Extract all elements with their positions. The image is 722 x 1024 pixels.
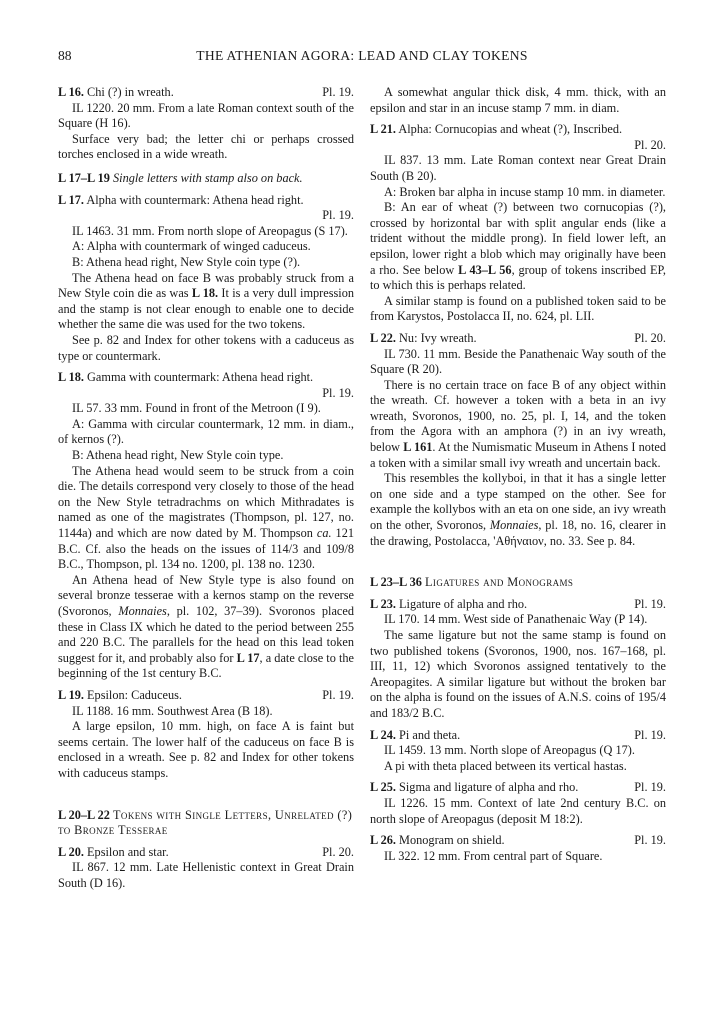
cross-ref: L 18. <box>191 286 219 301</box>
text-run: , pl. 18, no. 16, clearer in the drawing, Postolacca, 'Αθήναιον, no. 33. See p. 84. <box>370 518 666 548</box>
plate-ref: Pl. 19. <box>634 596 666 611</box>
entry-l23 <box>370 597 666 722</box>
entry-text: A: Alpha with countermark of winged caduceus. <box>72 239 311 254</box>
group-heading-l20-l22 <box>58 808 354 839</box>
text-run: An Athena head of New Style type is also found on several bronze tesserae with a kernos stamp on the reverse (Svoronos, <box>58 572 354 618</box>
text-run: Monnaies <box>118 604 167 618</box>
group-heading-l23-l36 <box>370 575 666 591</box>
entry-heading <box>58 85 354 101</box>
entry-text: IL 1463. 31 mm. From north slope of Areopagus (S 17). <box>72 223 348 238</box>
entry-title: Sigma and ligature of alpha and rho. <box>399 780 579 795</box>
entry-l19 <box>58 688 354 782</box>
entry-title: Ligature of alpha and rho. <box>399 596 528 611</box>
entry-l20 <box>58 845 354 892</box>
entry-id: L 23. <box>370 596 396 611</box>
text-run: . At the Numismatic Museum in Athens I noted a token with a similar small ivy wreath and uncertain back. <box>370 440 666 470</box>
entry-id: L 16. <box>58 85 84 99</box>
entry-heading <box>370 122 666 138</box>
left-column <box>58 85 354 898</box>
entry-id: L 25. <box>370 780 396 795</box>
entry-text <box>58 464 354 573</box>
text-run: , group of tokens inscribed EP, to which this is perhaps related. <box>370 262 667 293</box>
plate-ref: Pl. 20. <box>634 330 666 345</box>
entry-text: IL 867. 12 mm. Late Hellenistic context in Great Drain South (D 16). <box>58 860 354 890</box>
group-id: L 20–L 22 <box>58 807 110 822</box>
plate-ref: Pl. 19. <box>322 208 354 223</box>
entry-text <box>370 378 666 472</box>
entry-id: L 18. <box>58 370 84 385</box>
group-id: L 23–L 36 <box>370 575 422 590</box>
entry-id: L 20. <box>58 844 84 859</box>
group-title: Tokens with Single Letters, Unrelated (?) to Bronze Tesserae <box>58 807 353 838</box>
entry-heading <box>58 193 354 209</box>
cross-ref: L 161 <box>403 440 433 455</box>
plate-ref: Pl. 19. <box>634 833 666 848</box>
group-title: Single letters with stamp also on back. <box>113 170 303 185</box>
entry-text: IL 1226. 15 mm. Context of late 2nd century B.C. on north slope of Areopagus (deposit M 18:2). <box>370 795 666 826</box>
right-column <box>370 85 666 870</box>
entry-text: IL 57. 33 mm. Found in front of the Metroon (I 9). <box>72 401 321 416</box>
entry-id: L 21. <box>370 122 396 137</box>
group-heading-l17-l19 <box>58 171 354 187</box>
entry-l24 <box>370 728 666 775</box>
group-id: L 17–L 19 <box>58 170 110 185</box>
entry-l16 <box>58 85 354 163</box>
text-run: The Athena head would seem to be struck from a coin die. The details correspond very closely to those of the head on the New Style tetradrachms on which Mithradates is named as one of the magistrates (Thompson, pl. 127, no. 1144a) and which are now dated by M. Thompson <box>58 463 354 541</box>
page-number: 88 <box>58 48 72 63</box>
entry-l21 <box>370 122 666 325</box>
entry-text: A pi with theta placed between its vertical hastas. <box>384 758 627 773</box>
entry-text: B: Athena head right, New Style coin type (?). <box>72 254 301 269</box>
entry-title: Monogram on shield. <box>399 833 505 848</box>
plate-ref: Pl. 19. <box>322 687 354 702</box>
entry-l20-continued <box>370 85 666 116</box>
cross-ref: L 43–L 56 <box>458 262 512 277</box>
entry-heading <box>370 728 666 744</box>
plate-ref: Pl. 20. <box>634 137 666 152</box>
plate-ref: Pl. 19. <box>322 85 354 99</box>
entry-text: IL 322. 12 mm. From central part of Square. <box>384 848 603 863</box>
entry-title: Pi and theta. <box>399 727 461 742</box>
plate-ref: Pl. 19. <box>634 727 666 742</box>
entry-title: Alpha: Cornucopias and wheat (?), Inscribed. <box>398 122 623 137</box>
entry-l22 <box>370 331 666 549</box>
group-title: Ligatures and Monograms <box>425 575 574 590</box>
entry-text: A somewhat angular thick disk, 4 mm. thick, with an epsilon and star in an incuse stamp 7 mm. in diam. <box>370 85 666 115</box>
entry-text <box>370 471 666 549</box>
text-run: The Athena head on face B was probably struck from a New Style coin die as was <box>58 270 354 301</box>
plate-ref: Pl. 19. <box>634 780 666 795</box>
entry-l17 <box>58 193 354 365</box>
entry-title: Epsilon and star. <box>87 844 169 859</box>
text-run: 121 B.C. Cf. also the heads on the issues of 114/3 and 109/8 B.C., Thompson, pl. 134 no. 1200, pl. 138 no. 1230. <box>58 526 354 572</box>
entry-l18 <box>58 370 354 682</box>
text-run: There is no certain trace on face B of any object within the wreath. Cf. however a token with a beta in an ivy wreath, Svoronos, 1900, no. 25, pl. I, 14, and the token from the Agora with an amphora (?) in an ivy wreath, below <box>370 377 666 455</box>
text-run: B: An ear of wheat (?) between two cornucopias (?), crossed by horizontal bar with split angular ends (like a trident without the middle prong). In field lower left, an epsilon, lower right a blob which may originally have been a rho. See below <box>370 200 666 277</box>
entry-l26 <box>370 833 666 864</box>
entry-text: The same ligature but not the same stamp is found on two published tokens (Svoronos, 1900, nos. 167–168, pl. III, 11, 12) which Svoronos assigned tentatively to the Areopagites. A similar ligature but without the broken bar on the alpha is found on the issues of A.N.S. coins of 195/4 and 183/2 B.C. <box>370 628 666 720</box>
entry-text <box>58 271 354 333</box>
running-head <box>58 48 666 66</box>
entry-heading <box>370 597 666 613</box>
entry-text: A: Broken bar alpha in incuse stamp 10 mm. in diameter. <box>384 184 666 199</box>
entry-text: IL 730. 11 mm. Beside the Panathenaic Way south of the Square (R 20). <box>370 346 666 377</box>
text-run: Monnaies <box>489 518 539 533</box>
entry-heading <box>370 780 666 796</box>
entry-title: Epsilon: Caduceus. <box>87 687 182 702</box>
text-run: This resembles the kollyboi, in that it has a single letter on one side and a type stamped on the other. See for example the kollybos with an eta on one side, an ivy wreath on the other, Svoronos, <box>370 471 666 533</box>
entry-text: IL 170. 14 mm. West side of Panathenaic Way (P 14). <box>384 612 648 627</box>
plate-ref: Pl. 20. <box>322 844 354 859</box>
entry-title: Chi (?) in wreath. <box>87 85 174 99</box>
entry-text: A: Gamma with circular countermark, 12 mm. in diam., of kernos (?). <box>58 416 354 447</box>
entry-title: Alpha with countermark: Athena head right. <box>86 192 304 207</box>
entry-heading <box>370 331 666 347</box>
text-run: It is a very dull impression and the stamp is not clear enough to enable one to decide whether the same die was used for the two tokens. <box>58 286 354 332</box>
entry-text: IL 1459. 13 mm. North slope of Areopagus (Q 17). <box>384 743 635 758</box>
entry-heading <box>58 688 354 704</box>
running-title: THE ATHENIAN AGORA: LEAD AND CLAY TOKENS <box>196 48 528 63</box>
text-run: , a date close to the beginning of the 1st century B.C. <box>58 650 354 681</box>
entry-text: Surface very bad; the letter chi or perhaps crossed torches enclosed in a wide wreath. <box>58 131 354 162</box>
entry-id: L 24. <box>370 727 396 742</box>
entry-title: Nu: Ivy wreath. <box>399 330 477 345</box>
entry-id: L 17. <box>58 192 84 207</box>
entry-text: IL 837. 13 mm. Late Roman context near Great Drain South (B 20). <box>370 153 666 183</box>
entry-text: A similar stamp is found on a published token said to be from Karystos, Postolacca II, no. 624, pl. LII. <box>370 293 666 324</box>
plate-ref: Pl. 19. <box>322 385 354 400</box>
entry-text: See p. 82 and Index for other tokens with a caduceus as type or countermark. <box>58 332 354 363</box>
entry-text: IL 1220. 20 mm. From a late Roman context south of the Square (H 16). <box>58 100 354 131</box>
entry-title: Gamma with countermark: Athena head right. <box>87 370 314 385</box>
entry-id: L 19. <box>58 687 84 702</box>
entry-text: B: Athena head right, New Style coin type. <box>72 448 284 463</box>
entry-heading <box>370 833 666 849</box>
entry-text <box>58 573 354 682</box>
text-run: ca. <box>316 526 332 541</box>
entry-l25 <box>370 780 666 827</box>
entry-id: L 26. <box>370 833 396 848</box>
entry-id: L 22. <box>370 330 396 345</box>
text-run: , pl. 102, 37–39). Svoronos placed these in Class IX which he dated to the period between 255 and 220 B.C. The parallels for the head on this lead token suggest for it, and probably also for <box>58 604 354 665</box>
entry-heading <box>58 845 354 861</box>
entry-text: IL 1188. 16 mm. Southwest Area (B 18). <box>72 703 273 718</box>
cross-ref: L 17 <box>236 650 260 665</box>
entry-text: A large epsilon, 10 mm. high, on face A is faint but seems certain. The lower half of the caduceus on face B is enclosed in a wreath. See p. 82 and Index for other tokens with caduceus stamps. <box>58 719 354 780</box>
entry-heading <box>58 370 354 386</box>
entry-text <box>370 200 666 294</box>
